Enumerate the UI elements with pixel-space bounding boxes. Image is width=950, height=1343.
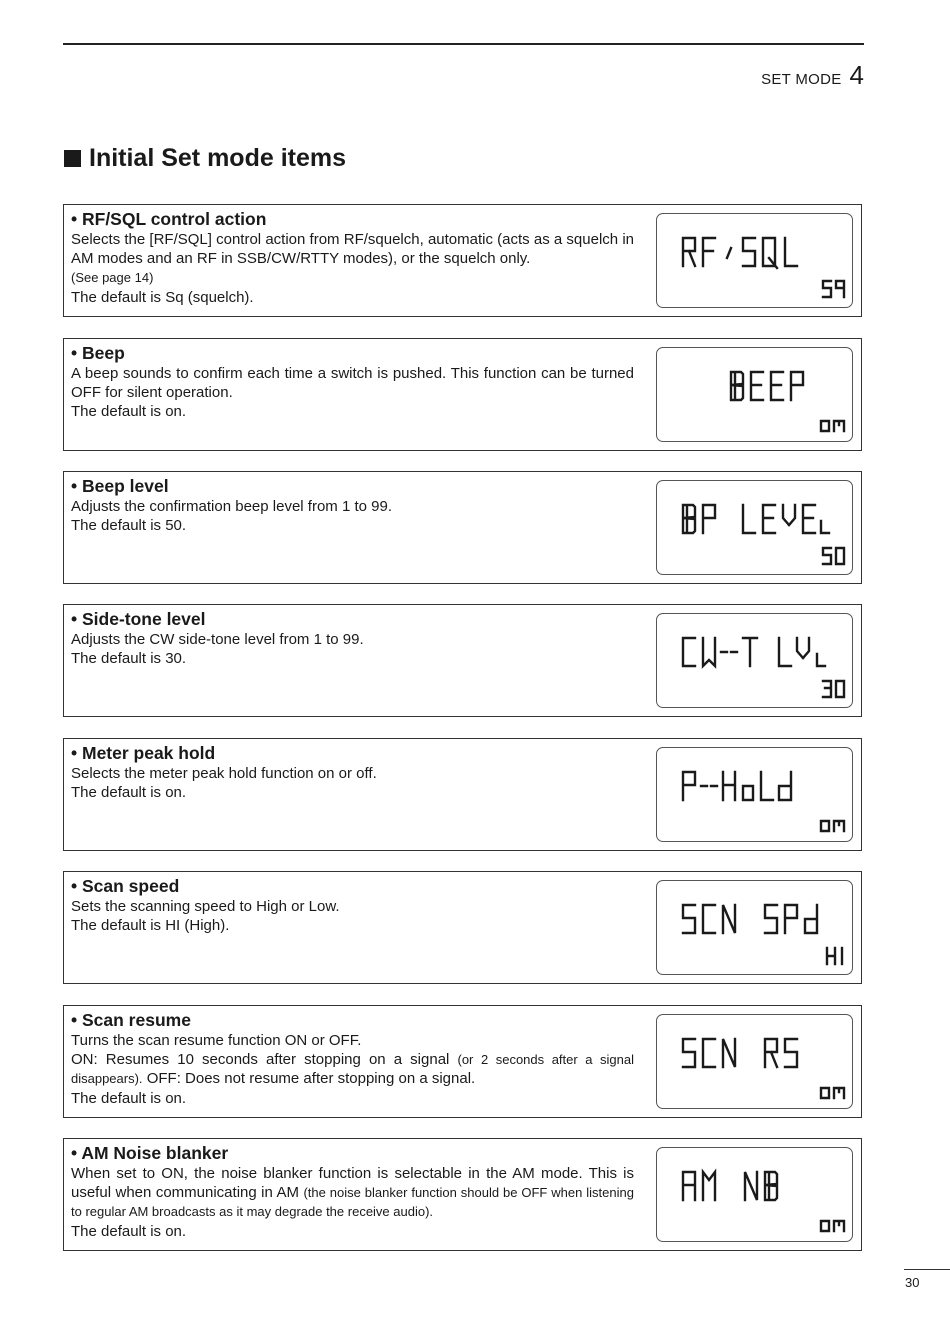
lcd-main-readout-icon — [681, 1166, 821, 1208]
section-title — [64, 144, 346, 173]
lcd-display — [656, 880, 853, 975]
item-default: The default is on. — [71, 403, 187, 421]
section-title-text: Initial Set mode items — [89, 144, 347, 172]
chapter-header — [761, 60, 864, 91]
set-item-side-tone-level — [63, 604, 862, 717]
item-default: The default is HI (High). — [71, 917, 230, 935]
item-title: • Beep — [71, 343, 125, 363]
item-default: The default is 30. — [71, 650, 187, 668]
lcd-value-readout-icon — [819, 1080, 847, 1100]
item-description: Adjusts the confirmation beep level from 1 to 99. — [71, 498, 393, 515]
item-description-note: (or 2 seconds after a signal disappears). — [71, 1052, 635, 1087]
lcd-main-readout-icon — [681, 232, 821, 274]
lcd-value-readout-icon — [821, 546, 847, 566]
item-description-note: (the noise blanker function should be OFF when listening to regular AM broadcasts as it may degrade the receive audio). — [71, 1185, 634, 1220]
square-bullet-icon — [64, 150, 81, 167]
set-item-scan-resume — [63, 1005, 862, 1118]
lcd-main-readout-icon — [681, 499, 821, 541]
item-description: Adjusts the CW side-tone level from 1 to 99. — [71, 631, 364, 648]
item-description: Selects the meter peak hold function on or off. — [71, 765, 377, 782]
item-title: • Meter peak hold — [71, 743, 216, 763]
item-title: • Scan speed — [71, 876, 180, 896]
item-default: The default is on. — [71, 1222, 187, 1240]
lcd-display — [656, 1147, 853, 1242]
item-default: The default is on. — [71, 784, 187, 802]
item-description-off: OFF: Does not resume after stopping on a signal. — [142, 1070, 476, 1088]
set-item-scan-speed — [63, 871, 862, 984]
page-number: 30 — [905, 1275, 920, 1290]
item-default: The default is Sq (squelch). — [71, 288, 254, 306]
item-title: • Beep level — [71, 476, 169, 496]
lcd-main-readout-icon — [681, 899, 821, 941]
lcd-display — [656, 747, 853, 842]
set-item-beep-level — [63, 471, 862, 584]
item-description: When set to ON, the noise blanker function is selectable in the AM mode. This is useful when communicating in AM — [71, 1165, 634, 1202]
item-description: A beep sounds to confirm each time a switch is pushed. This function can be turned OFF for silent operation. — [71, 365, 634, 402]
lcd-main-readout-icon — [681, 632, 821, 674]
set-item-am-noise-blanker — [63, 1138, 862, 1251]
item-description: Sets the scanning speed to High or Low. — [71, 898, 340, 915]
lcd-display — [656, 213, 853, 308]
lcd-value-readout-icon — [819, 1213, 847, 1233]
item-description: Turns the scan resume function ON or OFF. — [71, 1032, 362, 1049]
lcd-main-readout-icon — [681, 766, 821, 808]
item-description: Selects the [RF/SQL] control action from RF/squelch, automatic (acts as a squelch in AM modes and an RF in SSB/CW/RTTY modes), or the squelch only. — [71, 231, 634, 268]
lcd-value-readout-icon — [825, 946, 847, 966]
item-title: • Scan resume — [71, 1010, 191, 1030]
footer-rule — [904, 1269, 950, 1270]
item-page-ref: (See page 14) — [71, 270, 154, 286]
chapter-number: 4 — [849, 60, 864, 90]
lcd-value-readout-icon — [821, 279, 847, 299]
lcd-value-readout-icon — [819, 413, 847, 433]
set-item-meter-peak-hold — [63, 738, 862, 851]
lcd-value-readout-icon — [819, 813, 847, 833]
item-title: • AM Noise blanker — [71, 1143, 229, 1163]
set-item-beep — [63, 338, 862, 451]
lcd-main-readout-icon — [681, 1033, 821, 1075]
lcd-display — [656, 613, 853, 708]
item-default: The default is on. — [71, 1089, 187, 1107]
chapter-label: SET MODE — [761, 71, 842, 88]
lcd-display — [656, 480, 853, 575]
lcd-display — [656, 1014, 853, 1109]
lcd-display — [656, 347, 853, 442]
lcd-main-readout-icon — [681, 366, 821, 408]
item-description-on: ON: Resumes 10 seconds after stopping on a signal — [71, 1051, 458, 1069]
item-title: • RF/SQL control action — [71, 209, 267, 229]
header-rule — [63, 43, 864, 45]
item-title: • Side-tone level — [71, 609, 206, 629]
set-item-rf-sql — [63, 204, 862, 317]
lcd-value-readout-icon — [821, 679, 847, 699]
item-default: The default is 50. — [71, 517, 187, 535]
